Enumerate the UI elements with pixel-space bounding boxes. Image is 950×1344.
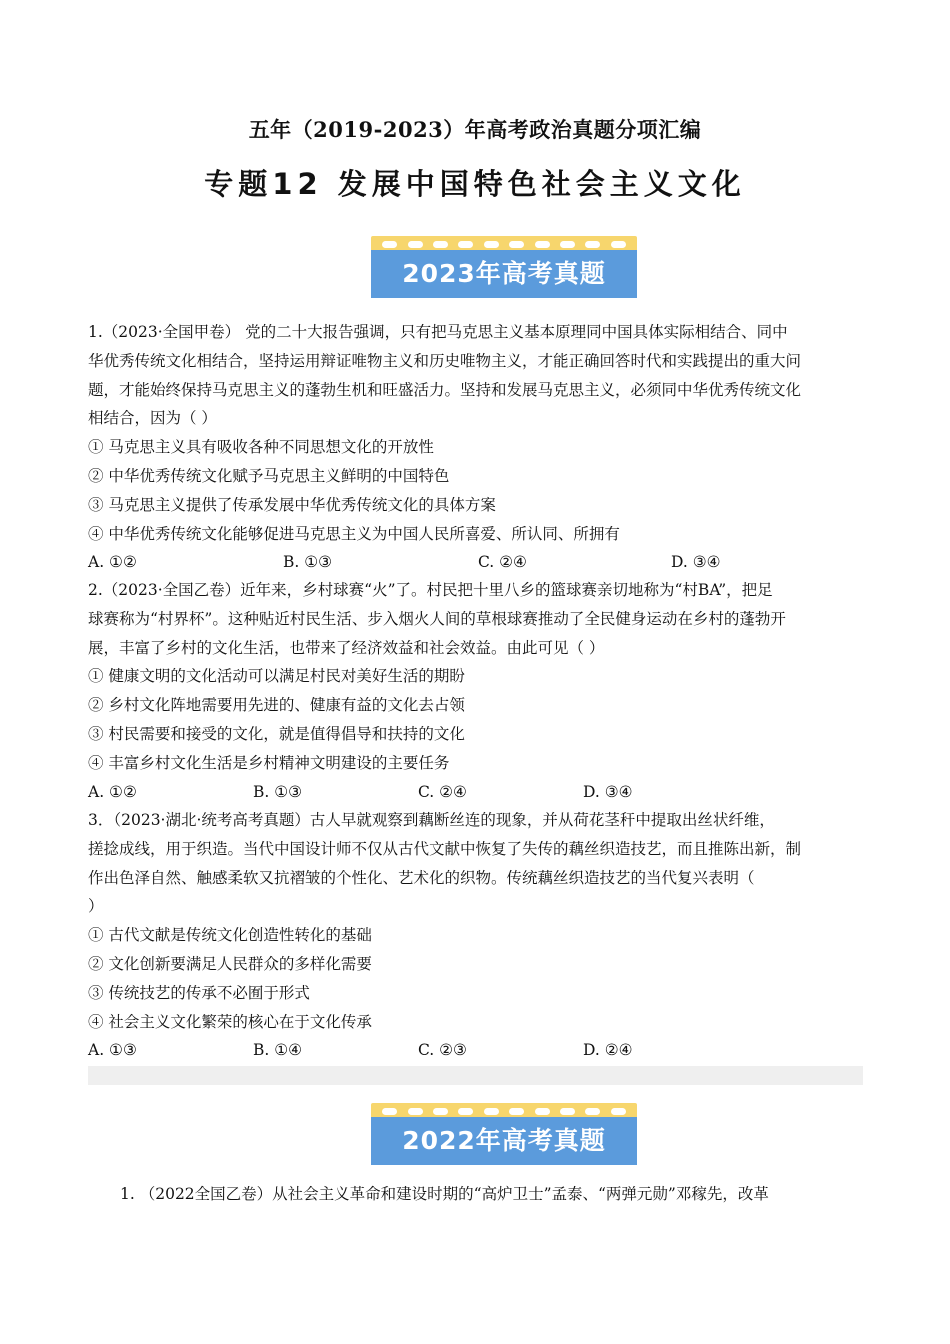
question-stem-line: 球赛称为“村界杯”。这种贴近村民生活、步入烟火人间的草根球赛推动了全民健身运动在乡村的蓬勃开 [88,609,786,628]
option-c: C. ②④ [418,782,467,801]
page-title: 五年（2019-2023）年高考政治真题分项汇编 [248,117,702,142]
question-2022-1 [120,1180,870,1209]
question-stem-line: 1.（2023·全国甲卷） 党的二十大报告强调，只有把马克思主义基本原理同中国具体实际相结合、同中 [88,323,788,341]
statement: ③ 村民需要和接受的文化，就是值得倡导和扶持的文化 [88,724,465,743]
question-stem-line: ） [88,897,104,916]
statement: ④ 丰富乡村文化生活是乡村精神文明建设的主要任务 [88,753,450,772]
option-a: A. ①② [88,553,137,572]
question-stem-line: 3．（2023·湖北·统考高考真题）古人早就观察到藕断丝连的现象，并从荷花茎秆中提取出丝状纤维， [88,811,775,829]
option-d: D. ②④ [583,1041,633,1060]
option-d: D. ③④ [583,782,633,801]
question-stem-line: 搓捻成线，用于织造。当代中国设计师不仅从古代文献中恢复了失传的藕丝织造技艺，而且推陈出新，制 [88,839,802,858]
option-b: B. ①③ [253,782,303,801]
statement: ② 乡村文化阵地需要用先进的、健康有益的文化去占领 [88,696,465,715]
section-banner-2022 [371,1103,637,1165]
option-d: D. ③④ [671,553,721,572]
statement: ② 中华优秀传统文化赋予马克思主义鲜明的中国特色 [88,466,450,485]
statement: ③ 传统技艺的传承不必囿于形式 [88,983,310,1002]
question-stem-line: 2.（2023·全国乙卷）近年来，乡村球赛“火”了。村民把十里八乡的篮球赛亲切地称为“村BA”，把足 [88,581,773,599]
question-2 [88,576,863,806]
question-stem-line: 题，才能始终保持马克思主义的蓬勃生机和旺盛活力。坚持和发展马克思主义，必须同中华优秀传统文化 [88,380,802,399]
option-a: A. ①③ [88,1041,137,1060]
option-b: B. ①④ [253,1041,303,1060]
question-stem-line: 展，丰富了乡村的文化生活，也带来了经济效益和社会效益。由此可见（ ） [88,638,605,657]
statement: ① 健康文明的文化活动可以满足村民对美好生活的期盼 [88,667,465,686]
question-1 [88,318,863,577]
statement: ④ 社会主义文化繁荣的核心在于文化传承 [88,1012,372,1031]
section-divider [88,1066,863,1085]
option-c: C. ②③ [418,1041,467,1060]
banner-label: 2023年高考真题 [371,250,637,298]
question-stem-line: 华优秀传统文化相结合，坚持运用辩证唯物主义和历史唯物主义，才能正确回答时代和实践提出的重大问 [88,351,802,370]
statement: ① 古代文献是传统文化创造性转化的基础 [88,926,372,945]
option-b: B. ①③ [283,553,333,572]
options-row [88,548,863,577]
statement: ③ 马克思主义提供了传承发展中华优秀传统文化的具体方案 [88,495,496,514]
question-stem-line: 1. （2022全国乙卷）从社会主义革命和建设时期的“高炉卫士”孟泰、“两弹元勋”邓稼先，改革 [120,1185,769,1203]
option-c: C. ②④ [478,553,527,572]
options-row [88,778,863,807]
statement: ④ 中华优秀传统文化能够促进马克思主义为中国人民所喜爱、所认同、所拥有 [88,524,620,543]
options-row [88,1036,863,1065]
banner-label: 2022年高考真题 [371,1117,637,1165]
question-stem-line: 作出色泽自然、触感柔软又抗褶皱的个性化、艺术化的织物。传统藕丝织造技艺的当代复兴表明（ [88,868,755,887]
question-3 [88,806,863,1065]
statement: ① 马克思主义具有吸收各种不同思想文化的开放性 [88,438,434,457]
question-stem-line: 相结合，因为（ ） [88,409,217,428]
section-banner-2023 [371,236,637,298]
option-a: A. ①② [88,782,137,801]
topic-title: 专题12 发展中国特色社会主义文化 [204,167,746,201]
statement: ② 文化创新要满足人民群众的多样化需要 [88,954,372,973]
